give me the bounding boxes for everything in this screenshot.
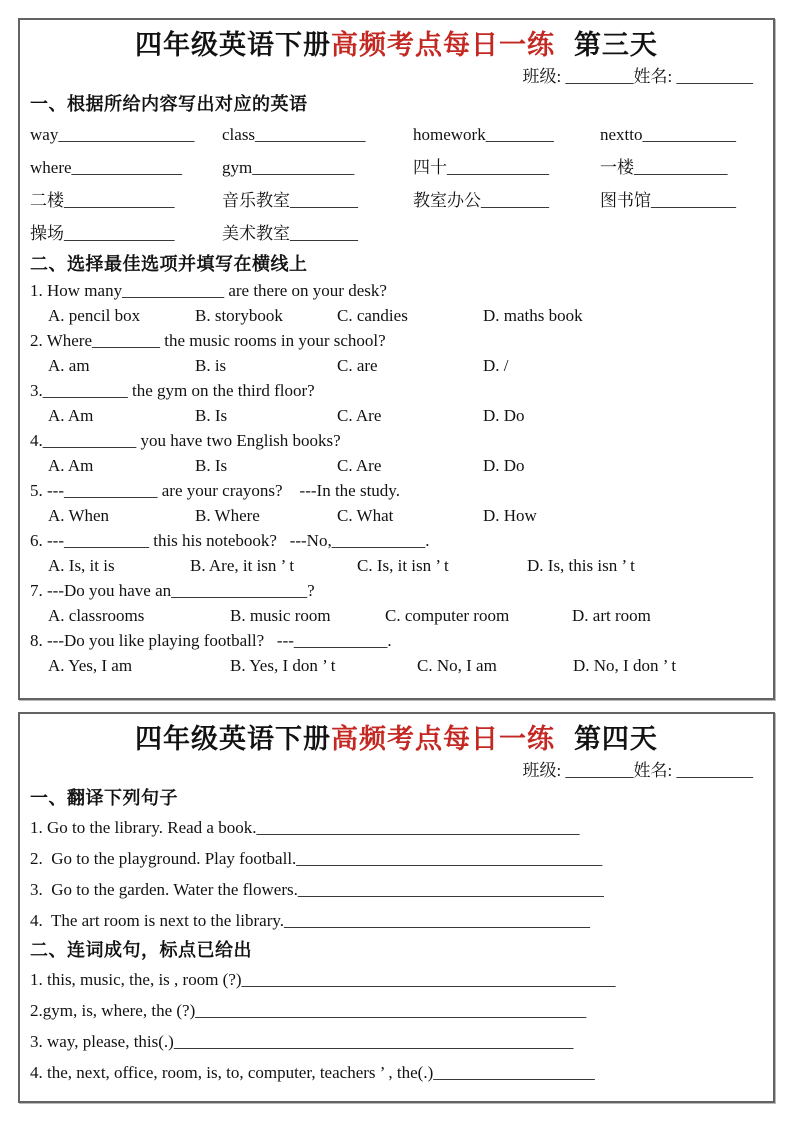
translation-line-1: 1. Go to the library. Read a book.______________________________________ xyxy=(30,818,580,837)
day3-section2-heading: 二、选择最佳选项并填写在横线上 xyxy=(30,254,308,274)
translation-line-4: 4. The art room is next to the library.____________________________________ xyxy=(30,911,590,930)
question-2-text: 2. Where________ the music rooms in your school? xyxy=(30,331,386,350)
question-5-options xyxy=(30,503,763,528)
option-c: C. computer room xyxy=(385,606,510,625)
option-b: B. music room xyxy=(230,606,331,625)
question-6-text: 6. ---__________ this his notebook? ---No,___________. xyxy=(30,531,430,550)
day4-section1-heading: 一、翻译下列句子 xyxy=(30,788,178,808)
option-b: B. Where xyxy=(195,506,260,525)
option-a: A. Am xyxy=(48,456,94,475)
option-a: A. pencil box xyxy=(48,306,141,325)
question-3-options xyxy=(30,403,763,428)
vocab-cell: 教室办公________ xyxy=(413,191,549,210)
vocab-cell: 美术教室________ xyxy=(222,224,358,243)
title-highlight: 高频考点每日一练 xyxy=(331,30,556,60)
option-d: D. art room xyxy=(572,606,651,625)
option-c: C. Are xyxy=(337,406,382,425)
question-5-text: 5. ---___________ are your crayons? ---In the study. xyxy=(30,481,400,500)
title-day-label: 第四天 xyxy=(573,724,658,754)
translation-line-2: 2. Go to the playground. Play football.____________________________________ xyxy=(30,849,603,868)
title-book-part: 四年级英语下册 xyxy=(135,30,332,60)
title-highlight: 高频考点每日一练 xyxy=(331,724,556,754)
worksheet-day3 xyxy=(18,18,775,700)
day3-section1-heading: 一、根据所给内容写出对应的英语 xyxy=(30,94,308,114)
vocab-cell: nextto___________ xyxy=(600,125,736,144)
option-d: D. Do xyxy=(483,456,525,475)
class-name-line: 班级: ________姓名: _________ xyxy=(522,67,753,86)
option-c: C. No, I am xyxy=(417,656,497,675)
vocab-cell: gym____________ xyxy=(222,158,355,177)
option-b: B. Are, it isn ’ t xyxy=(190,556,295,575)
vocab-cell xyxy=(413,217,600,250)
option-d: D. Is, this isn ’ t xyxy=(527,556,635,575)
option-c: C. Are xyxy=(337,456,382,475)
vocab-grid xyxy=(30,118,763,250)
question-1-text: 1. How many____________ are there on your desk? xyxy=(30,281,387,300)
option-d: D. / xyxy=(483,356,509,375)
option-c: C. Is, it isn ’ t xyxy=(357,556,449,575)
option-a: A. Am xyxy=(48,406,94,425)
option-d: D. Do xyxy=(483,406,525,425)
question-4-options xyxy=(30,453,763,478)
day4-section2-heading: 二、连词成句，标点已给出 xyxy=(30,940,252,960)
option-b: B. Is xyxy=(195,456,228,475)
vocab-cell: 一楼___________ xyxy=(600,158,728,177)
option-d: D. maths book xyxy=(483,306,583,325)
vocab-cell xyxy=(600,217,763,250)
title-day-label: 第三天 xyxy=(573,30,658,60)
class-name-line: 班级: ________姓名: _________ xyxy=(522,761,753,780)
option-a: A. Is, it is xyxy=(48,556,115,575)
option-a: A. classrooms xyxy=(48,606,145,625)
question-3-text: 3.__________ the gym on the third floor? xyxy=(30,381,315,400)
question-6-options xyxy=(30,553,763,578)
option-c: C. are xyxy=(337,356,378,375)
question-2-options xyxy=(30,353,763,378)
option-b: B. storybook xyxy=(195,306,283,325)
option-d: D. No, I don ’ t xyxy=(573,656,677,675)
question-7-text: 7. ---Do you have an________________? xyxy=(30,581,315,600)
option-b: B. is xyxy=(195,356,227,375)
option-d: D. How xyxy=(483,506,537,525)
option-c: C. candies xyxy=(337,306,408,325)
option-b: B. Is xyxy=(195,406,228,425)
rearrange-line-2: 2.gym, is, where, the (?)______________________________________________ xyxy=(30,1001,587,1020)
vocab-cell: 音乐教室________ xyxy=(222,191,358,210)
question-8-text: 8. ---Do you like playing football? ---___________. xyxy=(30,631,392,650)
vocab-cell: where_____________ xyxy=(30,158,183,177)
rearrange-line-4: 4. the, next, office, room, is, to, computer, teachers ’ , the(.)___________________ xyxy=(30,1063,595,1082)
question-7-options xyxy=(30,603,763,628)
vocab-cell: 操场_____________ xyxy=(30,224,175,243)
question-4-text: 4.___________ you have two English books? xyxy=(30,431,341,450)
vocab-cell: way________________ xyxy=(30,125,195,144)
option-a: A. When xyxy=(48,506,110,525)
option-c: C. What xyxy=(337,506,394,525)
worksheet-day4 xyxy=(18,712,775,1103)
vocab-cell: homework________ xyxy=(413,125,554,144)
worksheet-day4-title xyxy=(30,720,763,758)
translation-line-3: 3. Go to the garden. Water the flowers.____________________________________ xyxy=(30,880,604,899)
question-1-options xyxy=(30,303,763,328)
option-a: A. Yes, I am xyxy=(48,656,133,675)
vocab-cell: 四十____________ xyxy=(413,158,549,177)
rearrange-line-3: 3. way, please, this(.)_______________________________________________ xyxy=(30,1032,574,1051)
vocab-cell: class_____________ xyxy=(222,125,366,144)
option-b: B. Yes, I don ’ t xyxy=(230,656,336,675)
worksheet-day3-title xyxy=(30,26,763,64)
option-a: A. am xyxy=(48,356,90,375)
vocab-cell: 图书馆__________ xyxy=(600,191,736,210)
vocab-cell: 二楼_____________ xyxy=(30,191,175,210)
rearrange-line-1: 1. this, music, the, is , room (?)____________________________________________ xyxy=(30,970,616,989)
title-book-part: 四年级英语下册 xyxy=(135,724,332,754)
question-8-options xyxy=(30,653,763,678)
